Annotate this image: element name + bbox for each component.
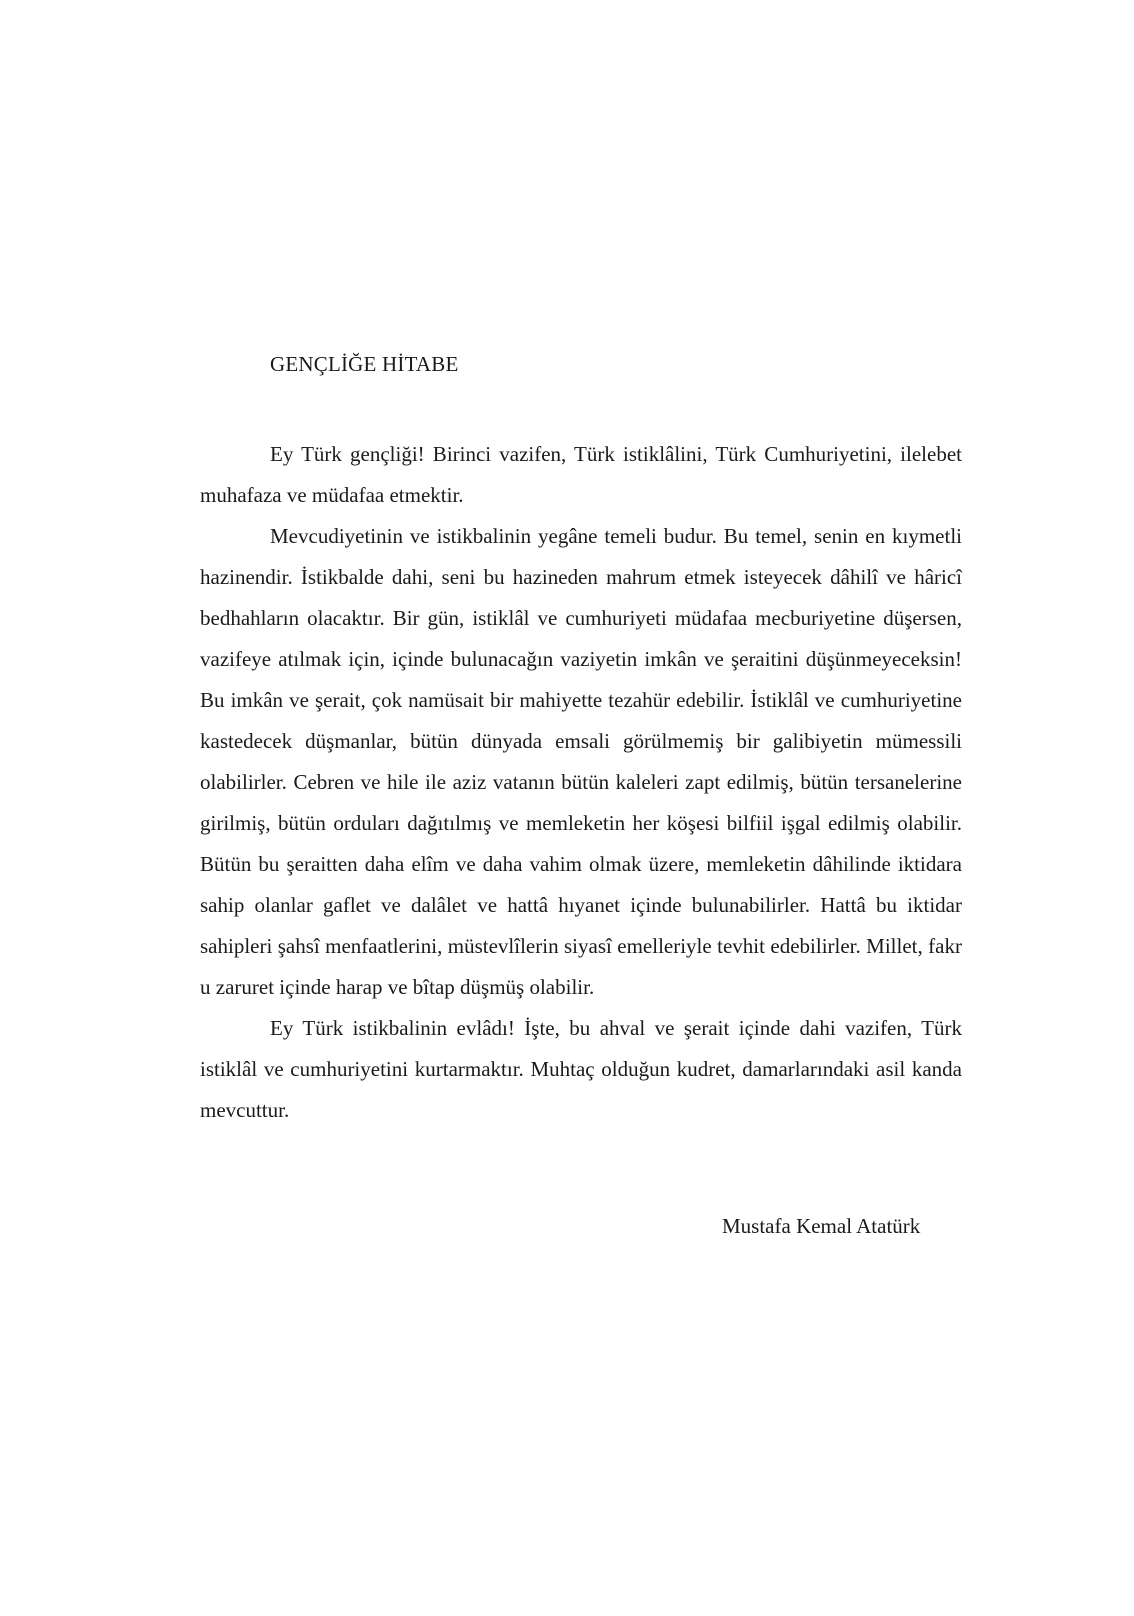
paragraph-3: Ey Türk istikbalinin evlâdı! İşte, bu ahval ve şerait içinde dahi vazifen, Türk istiklâl ve cumhuriyetini kurtarmaktır. Muhtaç olduğun kudret, damarlarındaki asil kanda mevcuttur.	[200, 1016, 962, 1122]
document-title: GENÇLİĞE HİTABE	[270, 352, 459, 376]
document-body	[200, 434, 962, 1131]
paragraph-2: Mevcudiyetinin ve istikbalinin yegâne temeli budur. Bu temel, senin en kıymetli hazinendir. İstikbalde dahi, seni bu hazineden mahrum etmek isteyecek dâhilî ve hâricî bedhahların olacaktır. Bir gün, istiklâl ve cumhuriyeti müdafaa mecburiyetine düşersen, vazifeye atılmak için, içinde bulunacağın vaziyetin imkân ve şeraitini düşünmeyeceksin! Bu imkân ve şerait, çok namüsait bir mahiyette tezahür edebilir. İstiklâl ve cumhuriyetine kastedecek düşmanlar, bütün dünyada emsali görülmemiş bir galibiyetin mümessili olabilirler. Cebren ve hile ile aziz vatanın bütün kaleleri zapt edilmiş, bütün tersanelerine girilmiş, bütün orduları dağıtılmış ve memleketin her köşesi bilfiil işgal edilmiş olabilir. Bütün bu şeraitten daha elîm ve daha vahim olmak üzere, memleketin dâhilinde iktidara sahip olanlar gaflet ve dalâlet ve hattâ hıyanet içinde bulunabilirler. Hattâ bu iktidar sahipleri şahsî menfaatlerini, müstevlîlerin siyasî emelleriyle tevhit edebilirler. Millet, fakr u zaruret içinde harap ve bîtap düşmüş olabilir.	[200, 524, 962, 999]
signature: Mustafa Kemal Atatürk	[722, 1214, 921, 1238]
paragraph-1: Ey Türk gençliği! Birinci vazifen, Türk istiklâlini, Türk Cumhuriyetini, ilelebet muhafaza ve müdafaa etmektir.	[200, 442, 962, 507]
